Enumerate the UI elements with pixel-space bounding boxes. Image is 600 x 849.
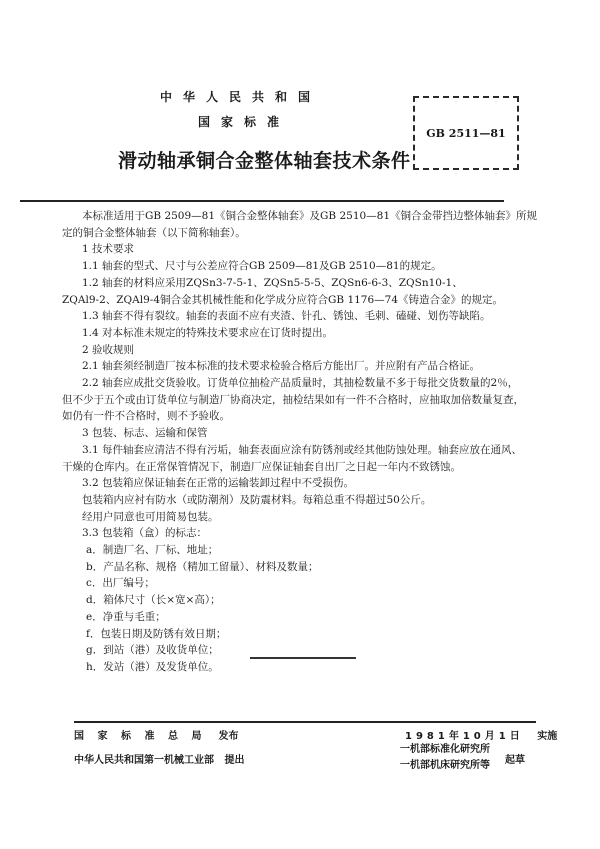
- drafters-action: 起草: [505, 755, 525, 766]
- proposer-action: 提出: [224, 755, 245, 766]
- issuer-action: 发布: [218, 731, 239, 742]
- section-heading: 3 包装、标志、运输和保管: [82, 427, 208, 440]
- clause-line: 3.2 包装箱应保证轴套在正常的运输装卸过程中不受损伤。: [82, 477, 355, 490]
- document-title: 滑动轴承铜合金整体轴套技术条件: [118, 150, 411, 172]
- effective-date: 1981年10月1日: [405, 731, 524, 742]
- clause-line: 3.1 每件轴套应清洁不得有污垢，轴套表面应涂有防锈剂或经其他防蚀处理。轴套应放在通风、: [82, 443, 523, 456]
- standard-code-box: [413, 96, 519, 170]
- clause-line: 1.1 轴套的型式、尺寸与公差应符合GB 2509—81及GB 2510—81的规定。: [82, 260, 442, 273]
- clause-line: 1.3 轴套不得有裂纹。轴套的表面不应有夹渣、针孔、锈蚀、毛刺、磕碰、划伤等缺陷。: [82, 310, 491, 323]
- drafter-org: 一机部标准化研究所: [400, 744, 490, 755]
- header-divider: [20, 200, 504, 202]
- clause-line: 包装箱内应衬有防水（或防潮剂）及防震材料。每箱总重不得超过50公斤。: [82, 493, 432, 506]
- end-of-text-rule: [250, 657, 356, 659]
- standard-code: GB 2511—81: [426, 126, 506, 140]
- marking-item: a．制造厂名、厂标、地址；: [86, 544, 219, 557]
- proposer: [74, 751, 244, 766]
- marking-item: h．发站（港）及发货单位。: [86, 660, 219, 673]
- clause-line: 1.4 对本标准未规定的特殊技术要求应在订货时提出。: [82, 326, 334, 339]
- effective-action: 实施: [537, 731, 558, 742]
- clause-line: 如仍有一件不合格时，则不予验收。: [62, 410, 230, 423]
- marking-item: c．出厂编号；: [86, 577, 155, 590]
- issuer: [74, 727, 238, 742]
- clause-line: 2.2 轴套应成批交货验收。订货单位抽检产品质量时，其抽检数量不多于每批交货数量的2％，: [82, 377, 519, 390]
- clause-line: 干燥的仓库内。在正常保管情况下，制造厂应保证轴套自出厂之日起一年内不致锈蚀。: [62, 460, 461, 473]
- drafters: [400, 742, 490, 774]
- marking-item: b．产品名称、规格（精加工留量）、材料及数量；: [86, 560, 319, 573]
- section-heading: 2 验收规则: [82, 343, 135, 356]
- document-body: [62, 208, 538, 676]
- marking-heading: 3.3 包装箱（盒）的标志：: [82, 527, 208, 540]
- country-name: 中华人民共和国: [160, 90, 322, 104]
- marking-item: g．到站（港）及收货单位；: [86, 644, 219, 657]
- marking-item: d．箱体尺寸（长×宽×高）；: [86, 594, 221, 607]
- issuer-name: 国家标准总局: [74, 731, 215, 742]
- clause-line: 但不少于五个或由订货单位与制造厂协商决定，抽检结果如有一件不合格时，应抽取加倍数量复查，: [62, 393, 524, 406]
- standard-type: 国家标准: [198, 115, 291, 129]
- intro-line: 定的铜合金整体轴套（以下简称轴套）。: [62, 226, 246, 239]
- marking-item: f．包装日期及防锈有效日期；: [86, 627, 227, 640]
- clause-line: 经用户同意也可用简易包装。: [82, 510, 219, 523]
- proposer-name: 中华人民共和国第一机械工业部: [74, 755, 214, 766]
- clause-line: ZQAl9-2、ZQAl9-4铜合金其机械性能和化学成分应符合GB 1176—74《铸造合金》的规定。: [62, 293, 504, 306]
- clause-line: 1.2 轴套的材料应采用ZQSn3-7-5-1、ZQSn5-5-5、ZQSn6-6-3、ZQSn10-1、: [82, 276, 463, 289]
- intro-line: 本标准适用于GB 2509—81《铜合金整体轴套》及GB 2510—81《铜合金带挡边整体轴套》所规: [82, 210, 538, 222]
- marking-item: e．净重与毛重；: [86, 610, 166, 623]
- drafter-org: 一机部机床研究所等: [400, 760, 490, 771]
- section-heading: 1 技术要求: [82, 243, 135, 256]
- footer-divider: [74, 721, 536, 723]
- effective: [405, 727, 557, 742]
- clause-line: 2.1 轴套须经制造厂按本标准的技术要求检验合格后方能出厂。并应附有产品合格证。: [82, 360, 481, 373]
